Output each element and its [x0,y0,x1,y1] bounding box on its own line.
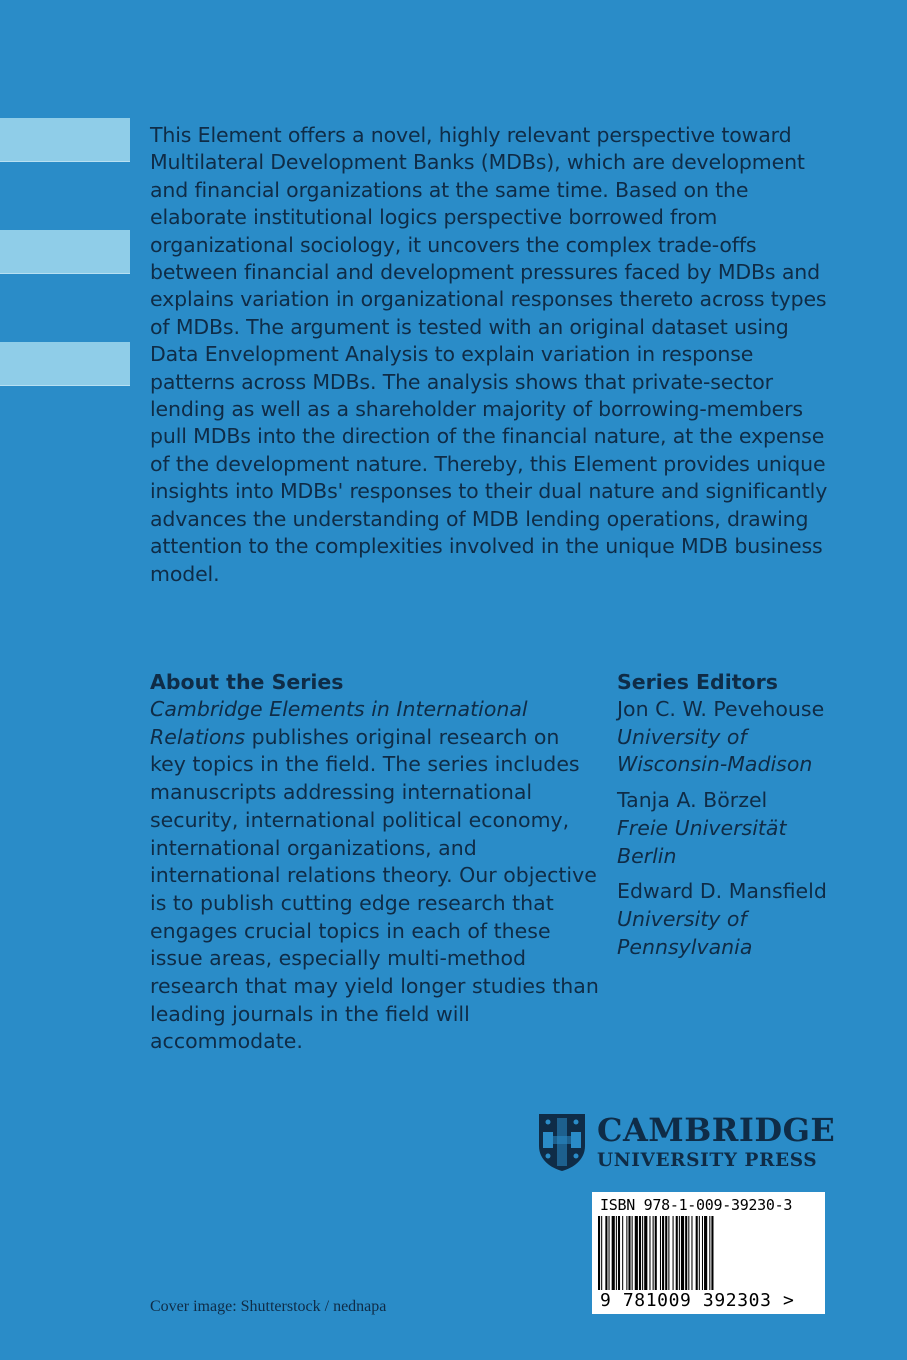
barcode-bar [704,1216,707,1290]
barcode-bar [660,1216,661,1290]
barcode-bar [676,1216,678,1290]
barcode-bar [601,1216,602,1290]
barcode-bar [679,1216,680,1290]
barcode-bar [618,1216,620,1290]
barcode-bar [685,1216,687,1290]
barcode-bar [649,1216,650,1290]
barcode-bar [668,1216,669,1290]
barcode-bar [616,1216,617,1290]
editor-affiliation: University of Pennsylvania [617,906,753,959]
barcode-bar [612,1216,615,1290]
about-heading: About the Series [150,670,344,694]
barcode-bar [626,1216,627,1290]
barcode-bar [605,1216,607,1290]
barcode-bar [699,1216,700,1290]
series-name: Cambridge Elements in International Relations [150,697,528,749]
series-editors [617,668,887,969]
barcode-bar [635,1216,638,1290]
publisher-subname: UNIVERSITY PRESS [597,1150,818,1171]
barcode-digits: 9 781009 392303 > [600,1290,795,1311]
barcode-bar [681,1216,684,1290]
about-series [150,668,600,1056]
isbn-label: ISBN 978-1-009-39230-3 [600,1196,793,1214]
barcode-bar [622,1216,623,1290]
barcode-bar [673,1216,674,1290]
about-description: publishes original research on key topics in the field. The series includes manuscripts addressing international security, international political economy, international organizations, and international relations theory. Our objective is to publish cutting edge research that engages crucial topics in each of these issue areas, especially multi-method research that may yield longer studies than leading journals in the field will accommodate. [150,724,599,1054]
barcode-bar [642,1216,643,1290]
editor-name: Edward D. Mansfield [617,879,827,904]
editors-heading: Series Editors [617,670,778,694]
barcode-bar [665,1216,667,1290]
barcode-bar [696,1216,698,1290]
barcode-bar [655,1216,657,1290]
book-blurb: This Element offers a novel, highly relevant perspective toward Multilateral Development Banks (MDBs), which are development and financial organizations at the same time. Based on the elaborate institutional logics perspective borrowed from organizational sociology, it uncovers the complex trade-offs between financial and development pressures faced by MDBs and explains variation in organizational responses thereto across types of MDBs. The argument is tested with an original dataset using Data Envelopment Analysis to explain variation in response patterns across MDBs. The analysis shows that private-sector lending as well as a shareholder majority of borrowing-members pull MDBs into the direction of the financial nature, at the expense of the development nature. Thereby, this Element provides unique insights into MDBs' responses to their dual nature and significantly advances the understanding of MDB lending operations, drawing attention to the complexities involved in the unique MDB business model. [150,123,828,586]
barcode-bar [711,1216,713,1290]
editor-affiliation: Freie Universität Berlin [617,815,787,868]
barcode-bar [609,1216,610,1290]
decorative-tab-3 [0,342,130,386]
publisher-name: CAMBRIDGE [597,1111,836,1149]
barcode-bar [709,1216,710,1290]
editor-name: Tanja A. Börzel [617,788,768,813]
publisher-logo [537,1111,836,1176]
barcode-bar [691,1216,692,1290]
barcode-bar [653,1216,654,1290]
editor-entry [617,696,887,779]
editor-entry [617,878,887,961]
shield-icon [537,1112,587,1172]
barcode-bar [644,1216,647,1290]
editor-affiliation: University of Wisconsin-Madison [617,724,813,777]
editor-name: Jon C. W. Pevehouse [617,697,825,721]
barcode-bars [598,1216,819,1290]
barcode-bar [639,1216,641,1290]
isbn-barcode [592,1192,825,1314]
barcode-bar [662,1216,664,1290]
barcode-bar [688,1216,689,1290]
editor-entry [617,787,887,870]
decorative-tab-2 [0,230,130,274]
barcode-bar [632,1216,633,1290]
barcode-bar [598,1216,600,1290]
cover-image-credit: Cover image: Shutterstock / nednapa [150,1298,387,1315]
decorative-tab-1 [0,118,130,162]
about-text [150,696,600,1056]
barcode-bar [628,1216,630,1290]
barcode-bar [702,1216,703,1290]
